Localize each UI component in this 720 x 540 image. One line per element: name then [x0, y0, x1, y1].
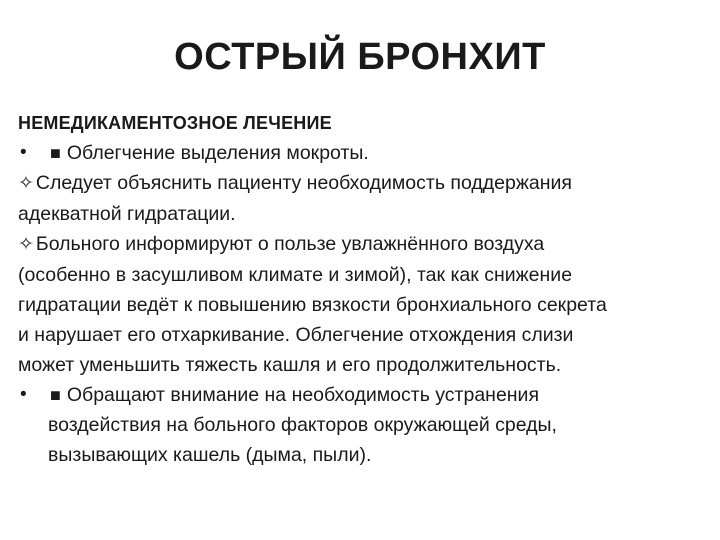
bullet-dot: • — [20, 142, 27, 163]
square-marker-icon: ■ — [50, 143, 61, 163]
bullet-dot: • — [20, 384, 27, 405]
list-item-text: вызывающих кашель (дыма, пыли). — [48, 444, 372, 466]
list-item — [18, 138, 708, 168]
list-item-text: (особенно в засушливом климате и зимой), так как снижение — [18, 264, 573, 286]
slide-content — [18, 108, 708, 470]
diamond-marker-icon: ✧ — [18, 173, 34, 194]
diamond-marker-icon: ✧ — [18, 234, 34, 255]
list-item-text: Облегчение выделения мокроты. — [66, 142, 369, 164]
list-item-text: Обращают внимание на необходимость устранения — [66, 384, 540, 406]
list-item-text: может уменьшить тяжесть кашля и его продолжительность. — [18, 354, 562, 376]
list-item-text: Больного информируют о пользе увлажнённого воздуха — [35, 233, 545, 255]
square-marker-icon: ■ — [50, 385, 61, 405]
slide-title: ОСТРЫЙ БРОНХИТ — [174, 36, 546, 78]
list-item-text: воздействия на больного факторов окружающей среды, — [48, 414, 557, 436]
list-item-text: адекватной гидратации. — [18, 203, 236, 225]
section-subheading: НЕМЕДИКАМЕНТОЗНОЕ ЛЕЧЕНИЕ — [18, 113, 332, 133]
list-item — [18, 229, 708, 380]
list-item-text: и нарушает его отхаркивание. Облегчение отхождения слизи — [18, 324, 574, 346]
list-item-text: гидратации ведёт к повышению вязкости бронхиального секрета — [18, 294, 607, 316]
list-item-text: Следует объяснить пациенту необходимость поддержания — [35, 172, 572, 194]
list-item — [18, 168, 708, 229]
list-item — [18, 380, 708, 410]
